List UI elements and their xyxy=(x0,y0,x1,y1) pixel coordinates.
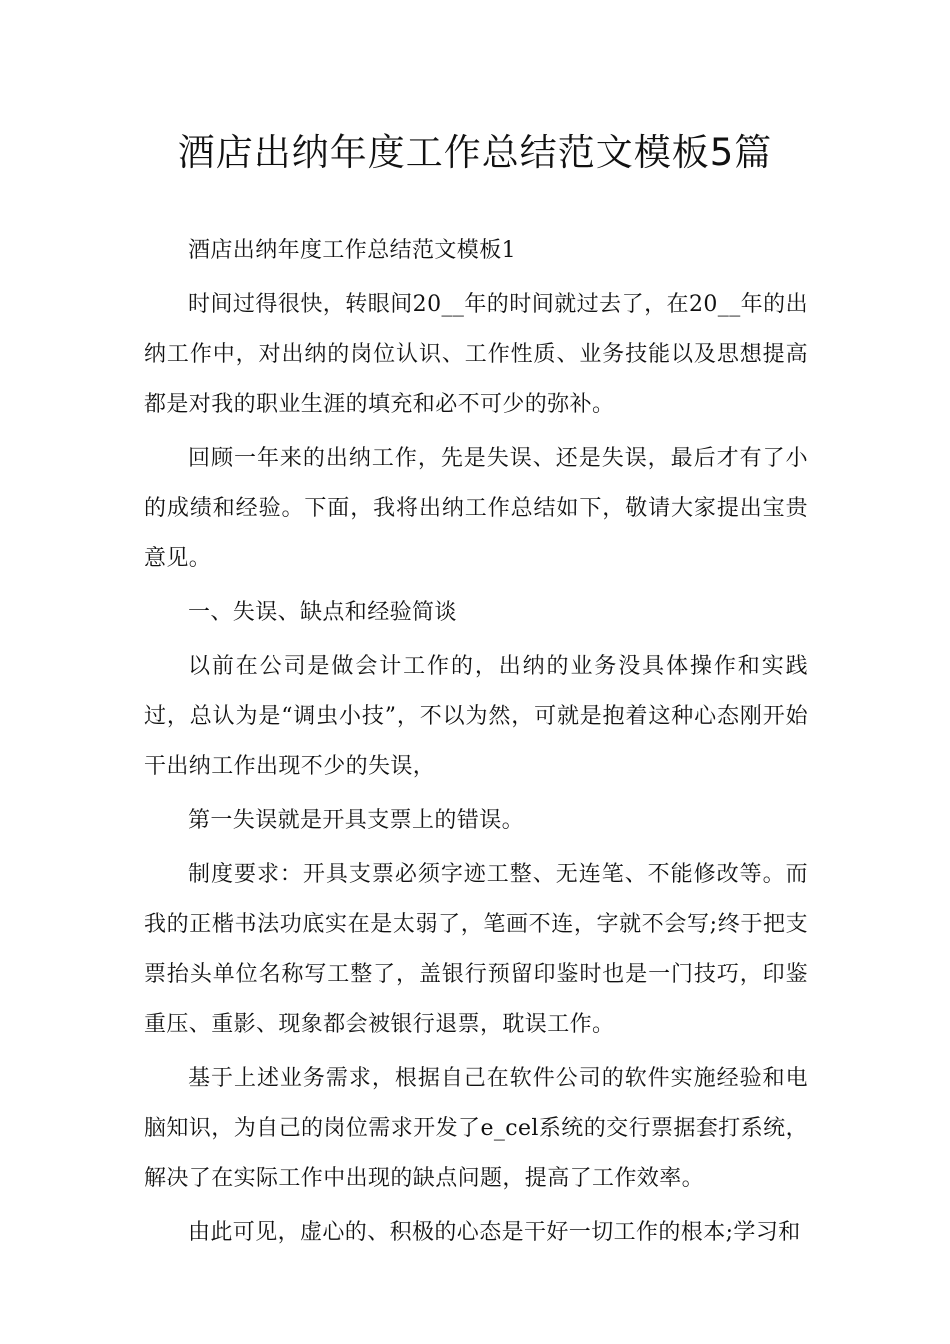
paragraph: 由此可见，虚心的、积极的心态是干好一切工作的根本;学习和 xyxy=(188,1220,801,1245)
section-heading: 一、失误、缺点和经验简谈 xyxy=(188,600,457,625)
document-body xyxy=(144,226,808,1262)
paragraph: 时间过得很快，转眼间20__年的时间就过去了，在20__年的出纳工作中，对出纳的岗位认识、工作性质、业务技能以及思想提高都是对我的职业生涯的填充和必不可少的弥补。 xyxy=(144,292,808,417)
section-heading: 酒店出纳年度工作总结范文模板1 xyxy=(188,238,516,263)
document-title: 酒店出纳年度工作总结范文模板5篇 xyxy=(177,131,773,174)
paragraph: 回顾一年来的出纳工作，先是失误、还是失误，最后才有了小的成绩和经验。下面，我将出纳工作总结如下，敬请大家提出宝贵意见。 xyxy=(144,446,808,571)
paragraph: 以前在公司是做会计工作的，出纳的业务没具体操作和实践过，总认为是“调虫小技”，不以为然，可就是抱着这种心态刚开始干出纳工作出现不少的失误， xyxy=(144,654,808,779)
paragraph: 基于上述业务需求，根据自己在软件公司的软件实施经验和电脑知识，为自己的岗位需求开发了e_cel系统的交行票据套打系统，解决了在实际工作中出现的缺点问题，提高了工作效率。 xyxy=(144,1066,808,1191)
paragraph: 第一失误就是开具支票上的错误。 xyxy=(188,808,525,833)
paragraph: 制度要求：开具支票必须字迹工整、无连笔、不能修改等。而我的正楷书法功底实在是太弱了，笔画不连，字就不会写;终于把支票抬头单位名称写工整了，盖银行预留印鉴时也是一门技巧，印鉴重压、重影、现象都会被银行退票，耽误工作。 xyxy=(144,862,808,1037)
